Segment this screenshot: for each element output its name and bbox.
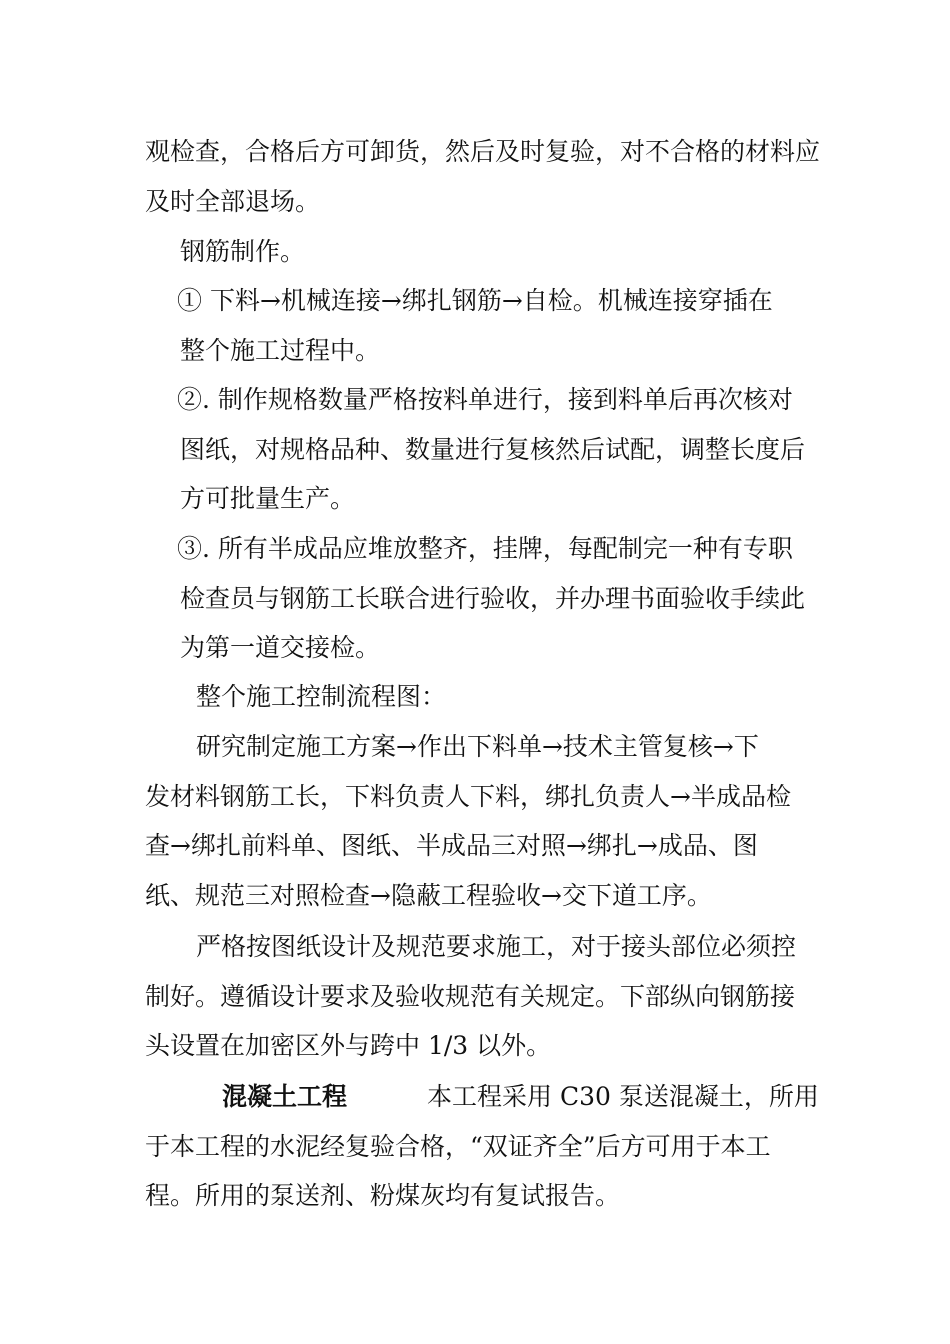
section-title: 钢筋制作。 [180,237,306,266]
concrete-line: 程。所用的泵送剂、粉煤灰均有复试报告。 [145,1181,621,1210]
list-item-1: ① 下料→机械连接→绑扎钢筋→自检。机械连接穿插在 [177,286,773,315]
text-line: 观检查，合格后方可卸货，然后及时复验，对不合格的材料应 [145,137,821,166]
list-item-2-cont: 图纸，对规格品种、数量进行复核然后试配，调整长度后 [180,435,806,464]
list-item-2-cont: 方可批量生产。 [180,484,356,513]
flow-line: 发材料钢筋工长，下料负责人下料，绑扎负责人→半成品检 [145,782,791,811]
list-item-2: ②. 制作规格数量严格按料单进行，接到料单后再次核对 [177,385,793,414]
flow-line: 查→绑扎前料单、图纸、半成品三对照→绑扎→成品、图 [145,831,758,860]
list-item-3-cont: 为第一道交接检。 [180,633,381,662]
list-item-3-cont: 检查员与钢筋工长联合进行验收，并办理书面验收手续此 [180,584,806,613]
flow-line: 研究制定施工方案→作出下料单→技术主管复核→下 [196,732,759,761]
concrete-heading: 混凝土工程 [222,1082,348,1111]
concrete-line: 于本工程的水泥经复验合格，“双证齐全”后方可用于本工 [145,1132,771,1161]
paragraph-line: 严格按图纸设计及规范要求施工，对于接头部位必须控 [196,932,797,961]
flow-line: 纸、规范三对照检查→隐蔽工程验收→交下道工序。 [145,881,712,910]
paragraph-line: 头设置在加密区外与跨中 1/3 以外。 [145,1031,552,1060]
list-item-1-cont: 整个施工过程中。 [180,336,381,365]
paragraph-line: 制好。遵循设计要求及验收规范有关规定。下部纵向钢筋接 [145,982,796,1011]
concrete-line: 本工程采用 C30 泵送混凝土，所用 [427,1082,819,1111]
flow-title: 整个施工控制流程图： [196,682,447,711]
list-item-3: ③. 所有半成品应堆放整齐，挂牌，每配制完一种有专职 [177,534,793,563]
text-line: 及时全部退场。 [145,187,321,216]
